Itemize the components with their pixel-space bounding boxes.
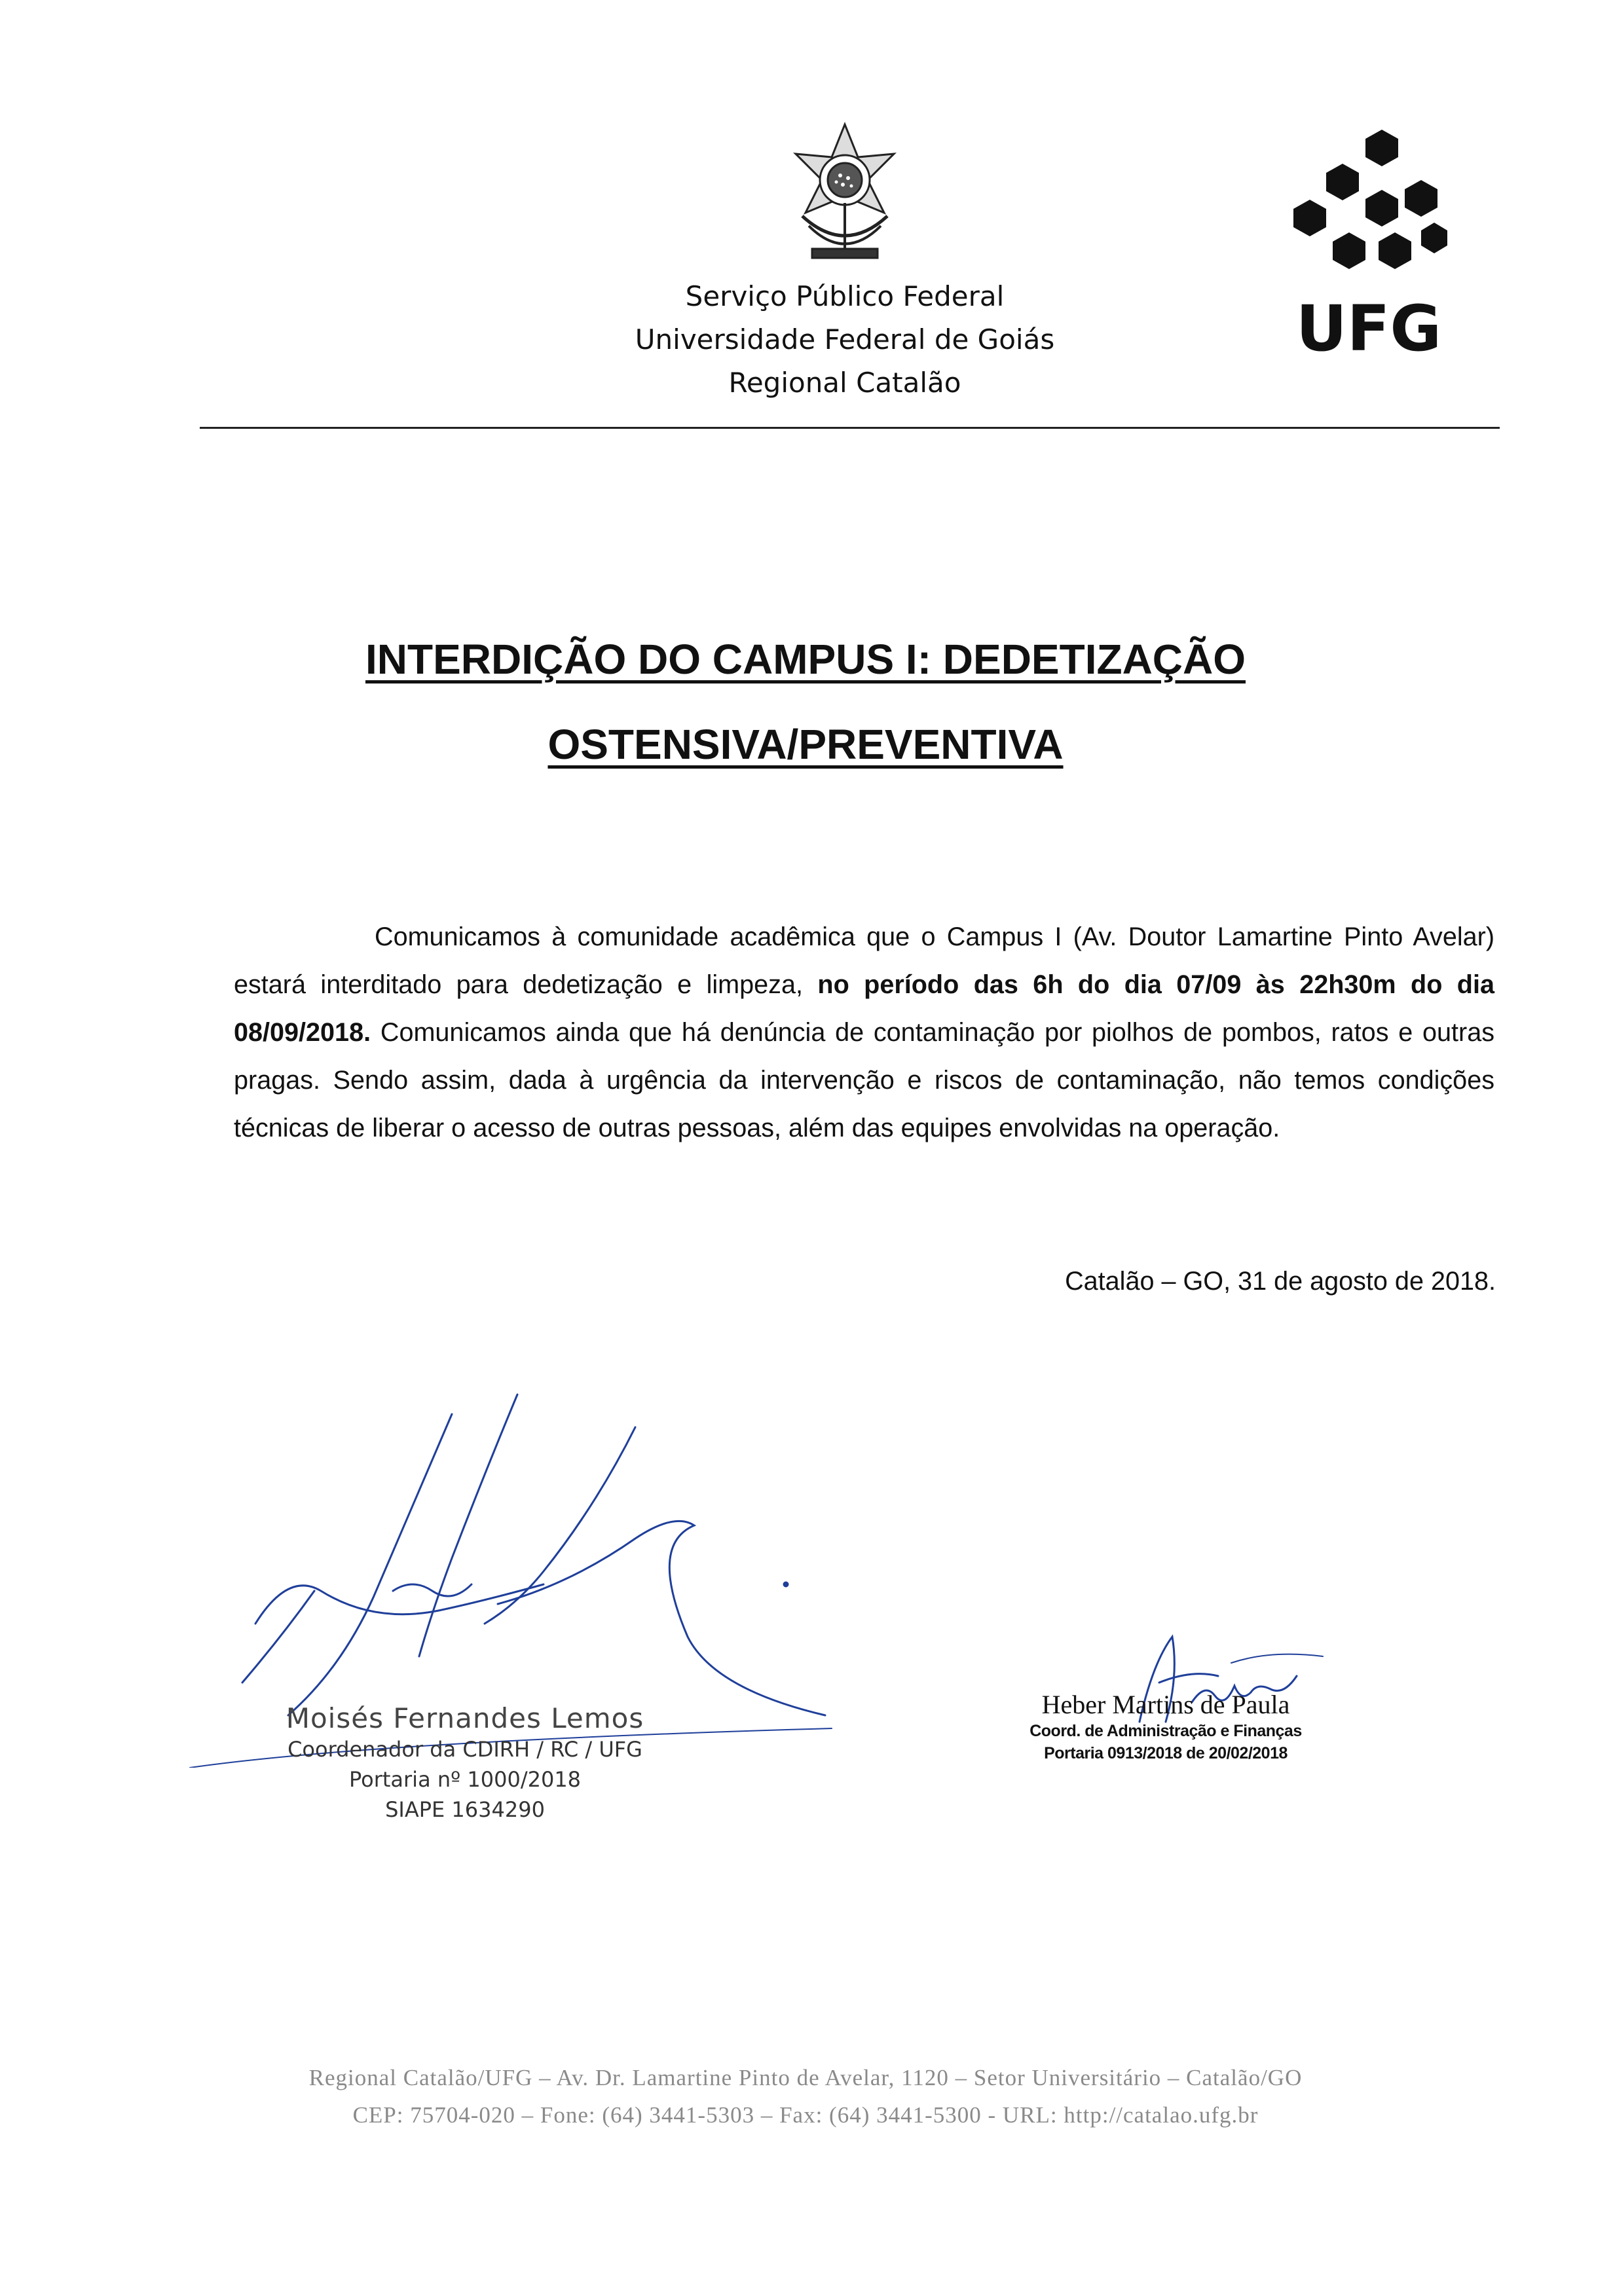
page-footer	[196, 2059, 1415, 2134]
notice-title-line2: OSTENSIVA/PREVENTIVA	[547, 721, 1064, 768]
footer-address: Regional Catalão/UFG – Av. Dr. Lamartine Pinto de Avelar, 1120 – Setor Universitário – Catalão/GO	[308, 2065, 1303, 2090]
body-text-intro: Comunicamos à comunidade acadêmica que o Campus I (Av. Doutor Lamartine Pinto Avelar) estará interditado para dedetização e limpeza,	[234, 922, 1494, 999]
body-text-period: no período das 6h do dia 07/09 às 22h30m do dia 08/09/2018.	[234, 970, 1494, 1047]
signatory1-role: Coordenador da CDIRH / RC / UFG	[287, 1737, 642, 1762]
notice-body	[234, 913, 1494, 1152]
footer-contact: CEP: 75704-020 – Fone: (64) 3441-5303 – Fax: (64) 3441-5300 - URL: http://catalao.ufg.br	[352, 2102, 1259, 2128]
notice-paragraph	[234, 913, 1494, 1152]
date-and-place: Catalão – GO, 31 de agosto de 2018.	[1065, 1267, 1496, 1296]
coat-of-arms-emblem	[763, 118, 927, 282]
signatory2-block	[982, 1689, 1349, 1764]
signatory2-portaria: Portaria 0913/2018 de 20/02/2018	[1044, 1744, 1288, 1762]
ufg-logo	[1284, 124, 1454, 367]
signatory1-block	[269, 1702, 661, 1825]
header-line-university: Universidade Federal de Goiás	[635, 323, 1055, 355]
signatory2-name: Heber Martins de Paula	[1041, 1690, 1290, 1719]
notice-title-line1: INTERDIÇÃO DO CAMPUS I: DEDETIZAÇÃO	[365, 636, 1246, 683]
signatory2-role: Coord. de Administração e Finanças	[1029, 1722, 1302, 1740]
header-line-service: Serviço Público Federal	[685, 280, 1005, 312]
ufg-logo-text: UFG	[1295, 292, 1442, 365]
institution-header	[589, 275, 1100, 405]
signatory1-portaria: Portaria nº 1000/2018	[348, 1767, 582, 1792]
body-text-contamination: Comunicamos ainda que há denúncia de contaminação por piolhos de pombos, ratos e outras pragas. Sendo assim, dada à urgência da intervenção e riscos de contaminação, não temos condições técnicas de liberar o acesso de outras pessoas, além das equipes envolvidas na operação.	[234, 1018, 1494, 1142]
header-line-regional: Regional Catalão	[728, 367, 961, 399]
signatory1-name: Moisés Fernandes Lemos	[286, 1702, 644, 1734]
signatory1-siape: SIAPE 1634290	[385, 1797, 545, 1822]
header-divider	[200, 427, 1500, 429]
